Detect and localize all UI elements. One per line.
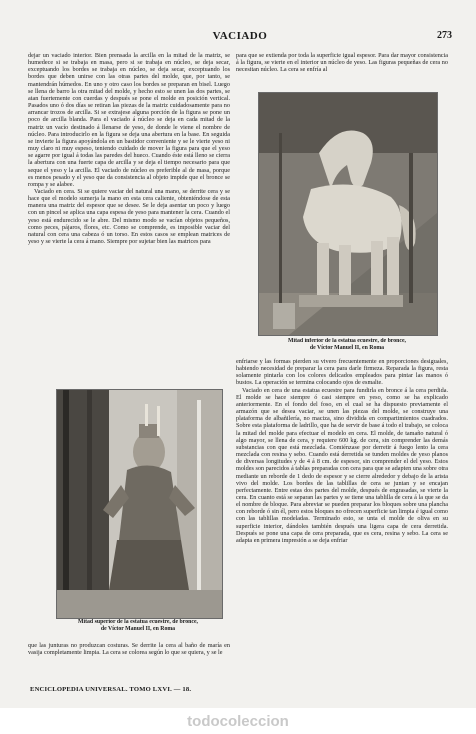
paragraph: Vaciado en cera. Si se quiere vaciar del natural una mano, se derrite cera y se hace que el modelo sumerja la mano en esta cera caliente, obteniéndose de esta manera una matriz del espesor que se desee. Se le deja asentar un poco y luego con un pincel se aplica una capa espesa de yeso para mantener la cera. Cuando el yeso está endurecido se le abre. Del mismo modo se vacían objetos pequeños, como peces, pájaros, flores, etc. Como se comprende, es imposible vaciar del natural con cera una cabeza ó un torso. En estos casos se emplean matrices de yeso y se vierte la cera á mano. Siempre por sujetar bien las matrices para — [28, 187, 230, 246]
watermark-logo — [183, 710, 293, 732]
paragraph: enfriarse y las formas pierden su vivero frecuentemente en proporciones desiguales, habiendo necesidad de preparar la cera para darle firmeza. Reparada la figura, resta solamente pintarla con los colores delicados empleados para pintar las manos ó bustos. La operación se termina colocando ojos de esmalte. — [236, 358, 448, 387]
page-title: VACIADO — [212, 30, 268, 42]
paragraph: que las junturas no produzcan costuras. Se derrite la cera al baño de maría en vasija completamente limpia. La cera se colorea según lo que se quiera, y se le — [28, 642, 230, 657]
page-footer: ENCICLOPEDIA UNIVERSAL. TOMO LXVI. — 18. — [30, 686, 192, 693]
paragraph: Vaciado en cera de una estatua ecuestre para fundirla en bronce á la cera perdida. El molde se hace siempre ó casi siempre en yeso, como se ha explicado anteriormente. En el fondo del foso, en el cual se ha dispuesto previamente el armazón que se desea vaciar, se unen las piezas del molde, se construye una plataforma de albañilería, no maciza, sino dividida en compartimientos cuadrados. Sobre esta plataforma de ladrillo, que ha de servir de base á todo el trabajo, se coloca la mitad del molde para efectuar el modelo en cera. El molde, de tamaño natural ó algo mayor, se llena de cera, y requiere 600 kg. de cera, sin comprender las demás substancias con que está mezclada. Comiénzase por derretir á fuego lento la cera mezclada con resina y sebo. Cuando está derretida se tunden moldes de yeso planos de diversas longitudes y de 4 á 8 cm. de espesor, sin comprender el del yeso. Estos moldes son parecidos á tablas preparadas con cera para que se adapten una sobre otra mediante un reborde de 1 dedo de espesor y se cierre alrededor y debajo de la arista vivo del molde. Los bordes de las tablillas de cera se juntan y se encajan perfectamente. Entre estas dos partes del molde, después de engrasadas, se vierte la cera. En cuanto está se separan las partes y se tiene una tablilla de cera á la que se da el nombre de bloque. Para abreviar se pueden preparar los bloques sobre una plancha con reborde ó sin él, pero estos bloques no ofrecen superficie tan limpia é igual como con las tablillas modeladas. Terminado esto, se unta el molde de oliva en su superficie interior, dándoles también después una ligera capa de cera derretida. Después se pone una capa de cera preparada, que es cera, resina y sebo. La cera se adapta en primera impresión a se deja enfriar — [236, 386, 448, 544]
caption-line: de Víctor Manuel II, en Roma — [100, 626, 176, 632]
watermark-strip — [0, 708, 476, 734]
caption-line: Mitad inferior de la estatua ecuestre, de bronce, — [287, 338, 406, 344]
horse-caption — [246, 338, 448, 354]
paragraph: dejar un vaciado interior. Bien prensada la arcilla en la mitad de la matriz, se humedece si se trabaja en masa, pero si se trabaja en núcleo, se deja secar, exceptuando los bordes se trabaja en núcleo, se deja secar, exceptuando los bordes que deben unirse con las otras partes del molde, que, por tanto, se mantendrán húmedos. En uno y otro caso los bordes se preparan en bisel. Luego se llena de barro la otra mitad del molde, y hecho esto se unen las dos partes, se atan fuertemente con cuerdas y después se pone el molde en posición vertical. Pasados uno ó dos días se retiran las piezas de la matriz cuidadosamente para no arrancar trozos de arcilla. Si se extrajese alguna porción de la figura se pone un poco de arcilla blanda. Para el vaciado á núcleo se deja en cada mitad de la matriz un vacío destinado á llenarse de yeso, de donde le viene el nombre de núcleo. Para introducirlo en la figura se deja una abertura en la base. En seguida se invierte la figura apoyándola en un bastidor conveniente y se le vierte yeso ni muy claro ni muy espeso, teniendo cuidado de mover la figura para que el yeso se agarre por igual á todas las paredes del hueco. Cuando éste está lleno se cierra la abertura con una fuerte capa de arcilla y se deja el tiempo necesario para que seque el yeso y la arcilla. El vaciado de núcleo es preferible al de masa, porque es menos pesado y el yeso que da consistencia al objeto impide que el bronce se rompa y se alabee. — [28, 52, 230, 188]
paragraph: para que se extienda por toda la superficie igual espesor. Para dar mayor consistencia á la figura, se vierte en el interior un núcleo de yeso. Las figuras pequeñas de cera no necesitan núcleo. La cera se enfría al — [236, 52, 448, 74]
page-header — [28, 30, 452, 46]
rider-caption — [40, 619, 236, 635]
page-number: 273 — [437, 30, 452, 41]
horse-statue-illustration — [259, 93, 437, 335]
photo-horse-statue — [258, 92, 438, 336]
right-column-bottom-text — [236, 358, 448, 680]
right-column-top-text — [236, 52, 448, 90]
caption-line: de Víctor Manuel II, en Roma — [309, 345, 385, 351]
photo-rider-statue — [56, 389, 223, 619]
left-column-top-text — [28, 52, 230, 385]
left-column-bottom-text — [28, 642, 230, 672]
watermark-text: todocoleccion — [187, 713, 289, 730]
rider-statue-illustration — [57, 390, 222, 618]
caption-line: Mitad superior de la estatua ecuestre, de bronce, — [78, 619, 198, 625]
